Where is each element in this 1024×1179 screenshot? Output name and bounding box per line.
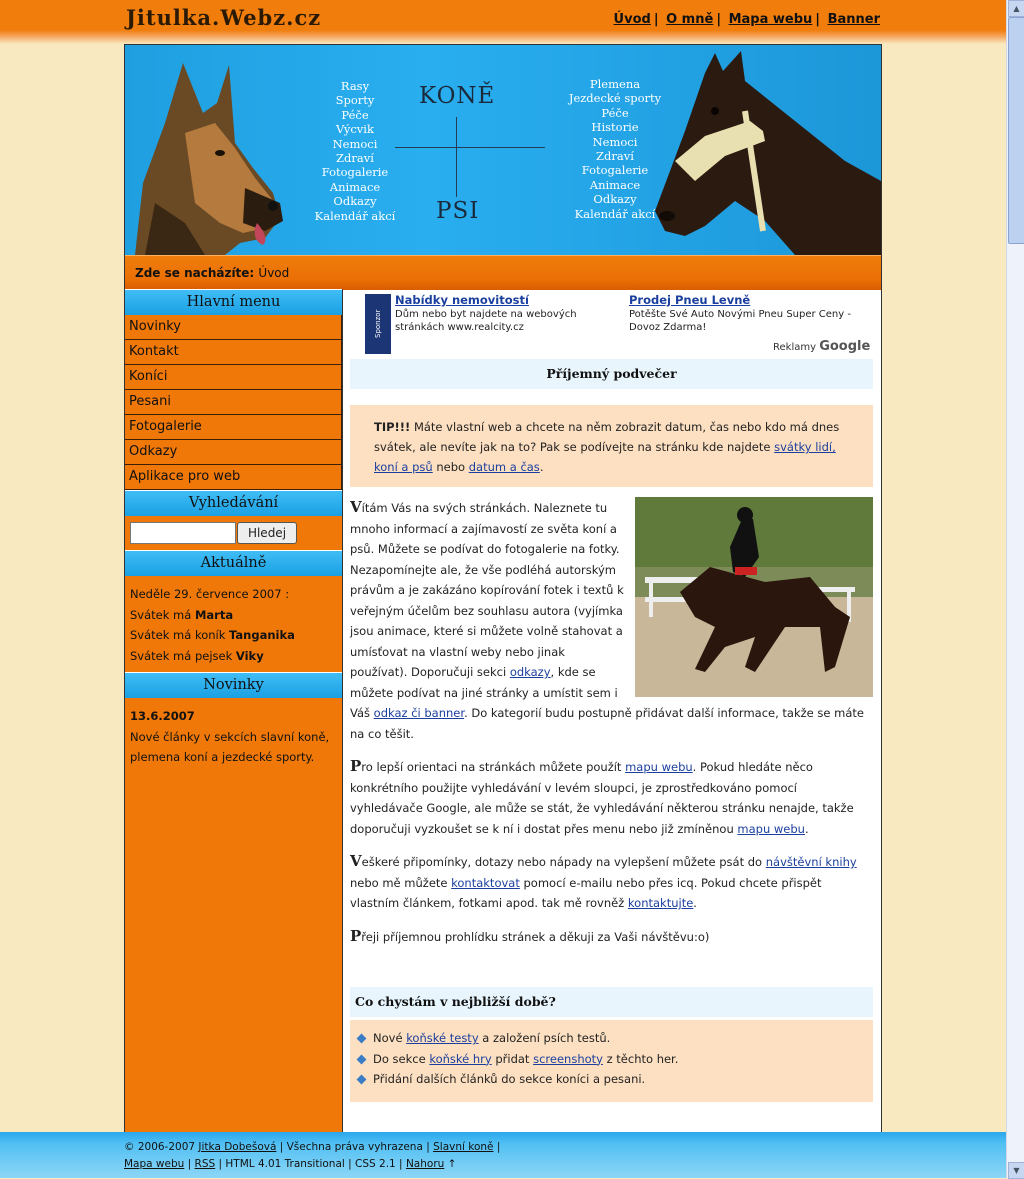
ad-realcity xyxy=(395,294,610,334)
article xyxy=(350,497,873,947)
breadcrumb-current: Úvod xyxy=(258,266,290,280)
banner-dog-nemoci[interactable]: Nemoci xyxy=(332,136,378,151)
banner-menu-horses xyxy=(555,77,675,221)
sidebar-item-konici[interactable]: Koníci xyxy=(125,365,342,390)
page-frame xyxy=(124,44,882,1134)
topnav-uvod[interactable]: Úvod xyxy=(613,12,651,27)
paragraph-welcome: Vítám Vás na svých stránkách. Naleznete tu mnoho informací a zajímavostí ze světa koní a psů. Můžete se podívat do fotogalerie na fotky. Nezapomínejte ale, že vše podléhá autorským právům a je zakázáno kopírování fotek i textů k veřejným účelům bez souhlasu autora (vyjímka jsou animace, které si můžete volně stahovat a umísťovat na vlastní weby nebo jinak používat). Doporučuji sekci odkazy, kde se můžete podívat na jiné stránky a umístit sem i Váš odkaz či banner. Do kategorií budu postupně přidávat další informace, takže se máte na co těšit. xyxy=(350,498,864,741)
banner-dog-zdravi[interactable]: Zdraví xyxy=(336,151,374,166)
link-mapa-webu-2[interactable]: mapu webu xyxy=(737,821,805,836)
current-horse-namesday: Svátek má koník Tanganika xyxy=(130,628,295,642)
banner-dog-kalendar[interactable]: Kalendář akcí xyxy=(314,208,396,223)
banner-horse-jezdecke[interactable]: Jezdecké sporty xyxy=(568,91,662,106)
banner-dog-vycvik[interactable]: Výcvik xyxy=(336,122,374,137)
link-mapa-webu[interactable]: mapu webu xyxy=(625,760,693,774)
main-content xyxy=(350,289,873,1133)
tip-box: TIP!!! Máte vlastní web a chcete na něm zobrazit datum, čas nebo kdo má dnes svátek, ale nevíte jak na to? Pak se podívejte na stránku kde najdete svátky lidí, koní a psů nebo datum a čas. xyxy=(350,405,873,487)
ad-pneu xyxy=(629,294,859,334)
ad2-text: Potěšte Své Auto Novými Pneu Super Ceny - Dovoz Zdarma! xyxy=(629,309,851,333)
news-date: 13.6.2007 xyxy=(130,709,195,723)
banner-dog-animace[interactable]: Animace xyxy=(329,179,381,194)
banner-psi-title: PSI xyxy=(436,198,480,224)
ad1-text: Dům nebo byt najdete na webových stránkách www.realcity.cz xyxy=(395,309,577,333)
current-namesday: Svátek má Marta xyxy=(130,607,234,622)
link-odkazy[interactable]: odkazy xyxy=(509,665,551,679)
banner-kone-title: KONĚ xyxy=(419,83,496,109)
breadcrumb xyxy=(125,255,881,290)
search-row xyxy=(125,516,342,550)
current-date: Neděle 29. července 2007 : xyxy=(130,587,290,601)
banner-horse-fotogalerie[interactable]: Fotogalerie xyxy=(581,163,649,178)
banner-dog-pece[interactable]: Péče xyxy=(341,107,369,122)
banner-horse-odkazy[interactable]: Odkazy xyxy=(593,192,637,207)
sidebar-item-fotogalerie[interactable]: Fotogalerie xyxy=(125,415,342,440)
banner-horse-pece[interactable]: Péče xyxy=(601,105,629,120)
sidebar-item-novinky[interactable]: Novinky xyxy=(125,315,342,340)
ad1-link[interactable]: Nabídky nemovitostí xyxy=(395,293,529,307)
bullet-icon xyxy=(357,1034,367,1044)
rider-photo xyxy=(635,497,873,697)
banner-dog-sporty[interactable]: Sporty xyxy=(335,93,375,108)
plan-item: Do sekce koňské hry přidat screenshoty z těchto her. xyxy=(358,1049,865,1070)
banner-horse-nemoci[interactable]: Nemoci xyxy=(592,134,638,149)
banner-dog-rasy[interactable]: Rasy xyxy=(340,79,370,93)
banner-menu-dogs xyxy=(295,79,415,223)
news-item xyxy=(125,698,342,774)
google-ads-label[interactable]: Reklamy Google xyxy=(773,339,871,354)
ad2-link[interactable]: Prodej Pneu Levně xyxy=(629,293,751,307)
sidebar-item-aplikace[interactable]: Aplikace pro web xyxy=(125,465,342,490)
footer-author-link[interactable]: Jitka Dobešová xyxy=(198,1141,277,1153)
site-logo[interactable]: Jitulka.Webz.cz xyxy=(126,5,322,30)
breadcrumb-label: Zde se nacházíte: Úvod xyxy=(135,266,290,280)
sidebar-main-heading: Hlavní menu xyxy=(125,289,342,315)
current-info xyxy=(125,576,342,672)
bullet-icon xyxy=(357,1054,367,1064)
ad-block xyxy=(350,289,873,359)
banner-horse-zdravi[interactable]: Zdraví xyxy=(596,149,634,164)
topnav-mapa-webu[interactable]: Mapa webu xyxy=(728,12,813,27)
banner-divider-h xyxy=(395,147,545,148)
search-input[interactable] xyxy=(130,522,236,544)
sidebar-item-pesani[interactable]: Pesani xyxy=(125,390,342,415)
scroll-down-icon[interactable]: ▼ xyxy=(1008,1162,1024,1179)
search-button[interactable]: Hledej xyxy=(237,522,297,544)
bullet-icon xyxy=(357,1075,367,1085)
banner-horse-plemena[interactable]: Plemena xyxy=(589,77,641,91)
sidebar-item-kontakt[interactable]: Kontakt xyxy=(125,340,342,365)
paragraph-greeting: Přeji příjemnou prohlídku stránek a děkuji za Vaši návštěvu:o) xyxy=(350,926,710,945)
footer-line-1: © 2006-2007 Jitka Dobešová | Všechna práva vyhrazena | Slavní koně | xyxy=(124,1141,501,1153)
page-title: Příjemný podvečer xyxy=(350,359,873,389)
dog-image xyxy=(125,53,305,255)
link-kontaktovat[interactable]: kontaktovat xyxy=(451,875,520,890)
topnav-banner[interactable]: Banner xyxy=(827,12,880,27)
horse-image xyxy=(645,51,881,255)
footer-up-link[interactable]: Nahoru xyxy=(405,1158,445,1170)
scroll-up-icon[interactable]: ▲ xyxy=(1008,0,1024,17)
up-arrow-icon: ↑ xyxy=(447,1158,457,1170)
sidebar-item-odkazy[interactable]: Odkazy xyxy=(125,440,342,465)
link-konske-hry[interactable]: koňské hry xyxy=(429,1051,492,1066)
banner-dog-odkazy[interactable]: Odkazy xyxy=(333,194,377,209)
banner-divider-v xyxy=(456,117,457,197)
plan-item: Přidání dalších článků do sekce koníci a pesani. xyxy=(358,1069,865,1090)
top-bar xyxy=(0,0,1006,44)
footer-slavni-kone-link[interactable]: Slavní koně xyxy=(433,1141,494,1153)
scrollbar-thumb[interactable] xyxy=(1008,17,1024,244)
plan-title: Co chystám v nejbližší době? xyxy=(350,987,873,1017)
footer xyxy=(0,1132,1006,1178)
banner-horse-animace[interactable]: Animace xyxy=(589,177,641,192)
footer-line-2: Mapa webu | RSS | HTML 4.01 Transitional | CSS 2.1 | Nahoru ↑ xyxy=(124,1158,457,1170)
tip-link-svatky[interactable]: svátky lidí, koní a psů xyxy=(374,440,836,474)
vertical-scrollbar[interactable] xyxy=(1006,0,1024,1178)
plan-item: Nové koňské testy a založení psích testů. xyxy=(358,1028,865,1049)
link-navstevni-kniha[interactable]: návštěvní knihy xyxy=(765,855,857,869)
sponsor-badge[interactable]: Sponzor webzdarma xyxy=(365,294,391,354)
tip-link-datum[interactable]: datum a čas xyxy=(468,460,540,474)
top-nav: Úvod | O mně | Mapa webu | Banner xyxy=(613,12,880,27)
link-kontaktujte[interactable]: kontaktujte xyxy=(627,896,694,910)
current-dog-namesday: Svátek má pejsek Viky xyxy=(130,648,264,663)
sidebar-current-heading: Aktuálně xyxy=(125,550,342,576)
header-banner xyxy=(125,45,881,255)
paragraph-orientation: Pro lepší orientaci na stránkách můžete použít mapu webu. Pokud hledáte něco konkrétního použijte vyhledávání v levém sloupci, je zprostředkováno pomocí vyhledávače Google, ale může se stát, že vyhledávání některou stránku nenajde, takže doporučuji vyzkoušet se k ní i dostat přes menu nebo již zmíněnou mapu webu. xyxy=(350,757,854,836)
banner-horse-historie[interactable]: Historie xyxy=(591,120,639,135)
link-konske-testy[interactable]: koňské testy xyxy=(406,1031,479,1045)
banner-dog-fotogalerie[interactable]: Fotogalerie xyxy=(321,165,389,180)
tip-label: TIP!!! xyxy=(374,420,411,434)
plan-list xyxy=(350,1020,873,1102)
banner-horse-kalendar[interactable]: Kalendář akcí xyxy=(574,206,656,221)
sidebar xyxy=(125,289,343,1133)
paragraph-feedback: Veškeré připomínky, dotazy nebo nápady na vylepšení můžete psát do návštěvní knihy nebo mě můžete kontaktovat pomocí e-mailu nebo přes icq. Pokud chcete přispět vlastním článkem, fotkami apod. tak mě rovněž kontaktujte. xyxy=(350,852,857,910)
news-text: Nové články v sekcích slavní koně, plemena koní a jezdecké sporty. xyxy=(130,729,330,764)
link-odkaz-banner[interactable]: odkaz či banner xyxy=(373,706,465,720)
sidebar-search-heading: Vyhledávání xyxy=(125,490,342,516)
footer-rss-link[interactable]: RSS xyxy=(194,1158,216,1170)
footer-map-link[interactable]: Mapa webu xyxy=(124,1158,185,1170)
topnav-o-mne[interactable]: O mně xyxy=(666,12,714,27)
sidebar-news-heading: Novinky xyxy=(125,672,342,698)
link-screenshoty[interactable]: screenshoty xyxy=(533,1051,603,1066)
